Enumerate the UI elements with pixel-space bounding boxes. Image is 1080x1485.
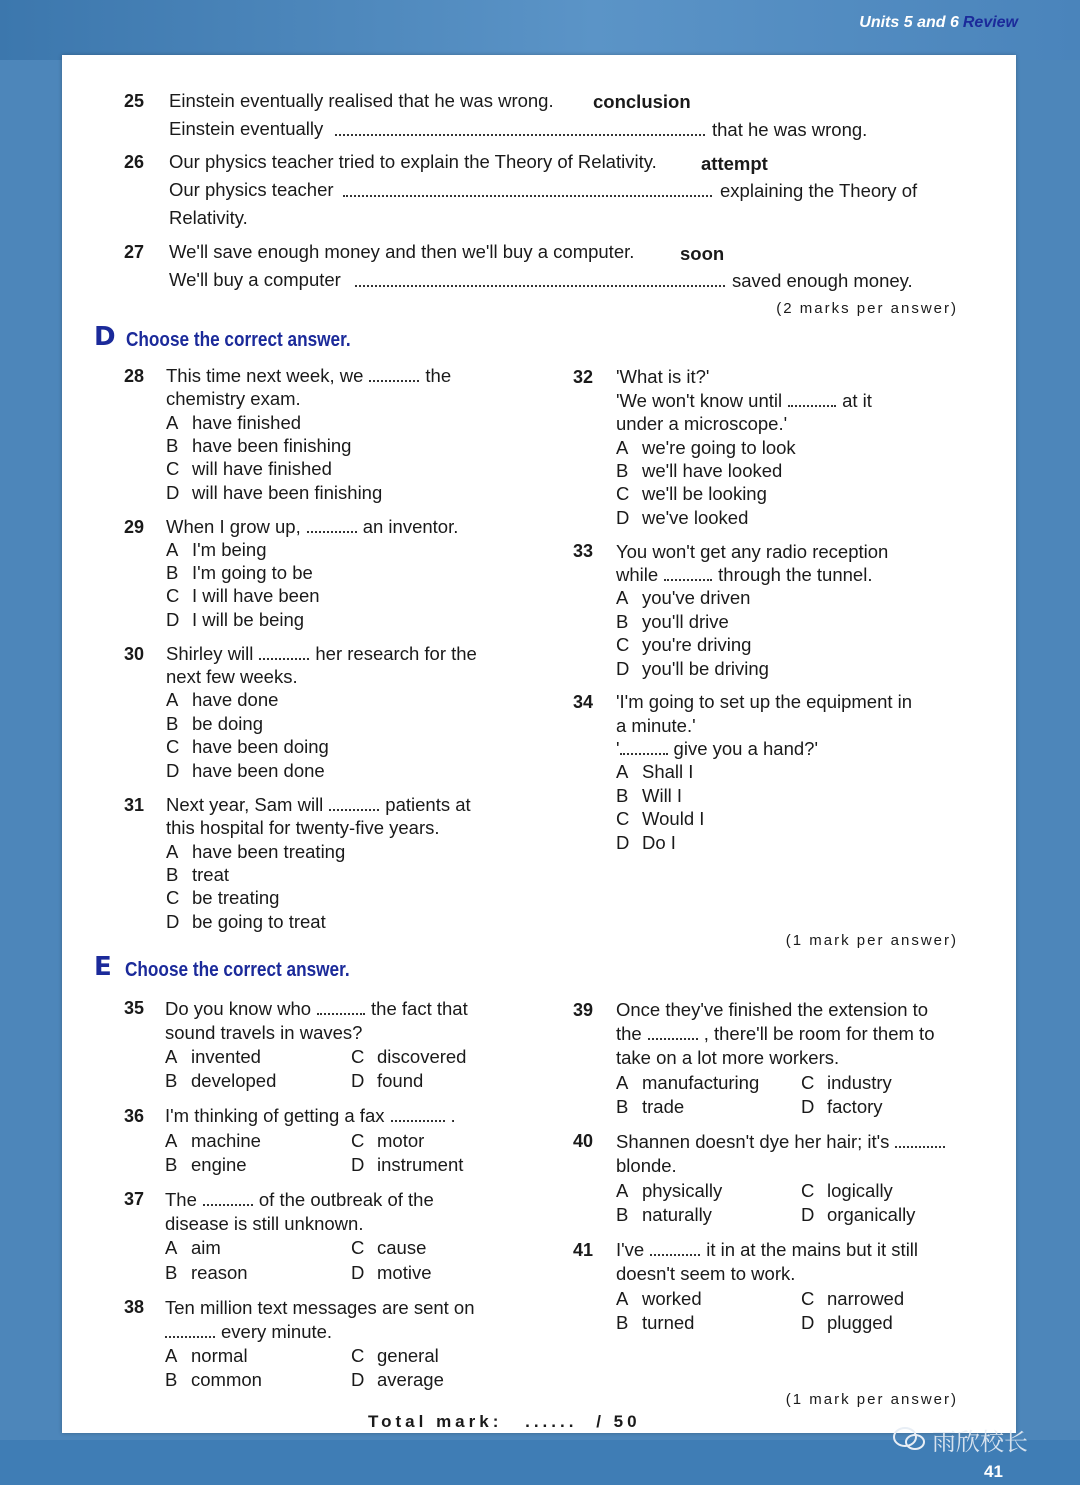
question-text-part: I'm thinking of getting a fax: [165, 1105, 385, 1126]
option[interactable]: [165, 1345, 248, 1367]
keyword: attempt: [701, 153, 768, 174]
option-text: be going to treat: [192, 911, 326, 932]
option-letter: D: [351, 1262, 365, 1283]
option-text: Will I: [642, 785, 683, 806]
question-number: 30: [124, 644, 145, 664]
question-number: 37: [124, 1189, 145, 1209]
option-text: we'll be looking: [642, 483, 767, 504]
option-letter: B: [166, 435, 179, 456]
transform-sentence: We'll save enough money and then we'll buy a computer.: [169, 241, 635, 262]
option-text: aim: [191, 1237, 221, 1258]
option-text: I'm going to be: [192, 562, 313, 583]
question-number: 32: [573, 367, 594, 387]
question-text: [166, 365, 451, 387]
question-text: [165, 998, 468, 1020]
question-text-part: every minute.: [221, 1321, 333, 1342]
option-letter: D: [616, 832, 630, 853]
page-number: 41: [984, 1462, 1003, 1481]
option[interactable]: [166, 562, 313, 584]
option-text: normal: [191, 1345, 248, 1366]
option-text: average: [377, 1369, 444, 1390]
question-text: sound travels in waves?: [165, 1022, 363, 1043]
option-text: have been doing: [192, 736, 329, 757]
question-text-part: of the outbreak of the: [258, 1189, 434, 1210]
question-text: [616, 564, 872, 586]
marks-note: (2 marks per answer): [776, 300, 958, 317]
option-letter: B: [616, 785, 629, 806]
option-text: you've driven: [642, 587, 751, 608]
option-letter: C: [801, 1180, 815, 1201]
option[interactable]: [351, 1154, 463, 1176]
question-text-part: I've: [616, 1239, 645, 1260]
option-text: instrument: [377, 1154, 464, 1175]
option-text: I'm being: [192, 539, 267, 560]
option[interactable]: [616, 785, 682, 807]
option-letter: C: [351, 1130, 365, 1151]
option-letter: A: [616, 761, 629, 782]
option-letter: C: [166, 887, 180, 908]
total-mark-out-of: / 50: [596, 1412, 641, 1431]
option-letter: B: [166, 713, 179, 734]
option-letter: C: [616, 634, 630, 655]
option-text: reason: [191, 1262, 248, 1283]
option-text: narrowed: [827, 1288, 905, 1309]
option[interactable]: [165, 1262, 248, 1284]
option-text: have been done: [192, 760, 325, 781]
option-letter: A: [165, 1345, 178, 1366]
option-letter: B: [616, 460, 629, 481]
option[interactable]: [616, 761, 693, 783]
option-letter: B: [165, 1262, 178, 1283]
option-text: you'll be driving: [642, 658, 769, 679]
answer-blank[interactable]: [788, 405, 836, 407]
option[interactable]: [166, 609, 304, 631]
option-letter: A: [165, 1237, 178, 1258]
option-letter: D: [616, 507, 630, 528]
answer-blank[interactable]: [664, 579, 712, 581]
option[interactable]: [166, 412, 301, 434]
marks-note: (1 mark per answer): [785, 1391, 958, 1408]
option-letter: D: [166, 911, 180, 932]
option-letter: A: [616, 1180, 629, 1201]
option-letter: A: [166, 841, 179, 862]
option-text: engine: [191, 1154, 247, 1175]
option-letter: C: [351, 1237, 365, 1258]
option[interactable]: [166, 689, 278, 711]
question-text-part: it in at the mains but it still: [706, 1239, 919, 1260]
option-letter: D: [351, 1070, 365, 1091]
section-title: Choose the correct answer.: [125, 959, 350, 981]
answer-blank[interactable]: [895, 1146, 945, 1148]
answer-end: that he was wrong.: [712, 119, 868, 140]
option-letter: C: [616, 483, 630, 504]
question-text: [165, 1189, 434, 1211]
question-text-part: give you a hand?': [673, 738, 818, 759]
option-letter: C: [801, 1072, 815, 1093]
option-letter: A: [166, 689, 179, 710]
question-text-part: The: [165, 1189, 197, 1210]
option-text: invented: [191, 1046, 261, 1067]
question-number: 28: [124, 366, 145, 386]
option[interactable]: [616, 460, 782, 482]
option-letter: B: [166, 562, 179, 583]
question-text-part: at it: [842, 390, 872, 411]
option-letter: B: [165, 1070, 178, 1091]
option-text: industry: [827, 1072, 892, 1093]
answer-blank[interactable]: [317, 1013, 365, 1015]
question-text: [616, 738, 818, 760]
header-units-label: Units 5 and 6: [859, 14, 959, 31]
option-letter: D: [351, 1369, 365, 1390]
option-letter: A: [616, 437, 629, 458]
answer-start: Our physics teacher: [169, 179, 334, 200]
answer-blank[interactable]: [650, 1254, 700, 1256]
option[interactable]: [166, 841, 345, 863]
answer-blank[interactable]: [335, 134, 705, 136]
question-text-part: Shirley will: [166, 643, 254, 664]
option-text: logically: [827, 1180, 893, 1201]
question-text-part: patients at: [385, 794, 471, 815]
question-number: 34: [573, 692, 594, 712]
option-text: machine: [191, 1130, 261, 1151]
option-letter: C: [351, 1345, 365, 1366]
question-text-part: the: [425, 365, 452, 386]
option[interactable]: [166, 736, 329, 758]
option-text: have been treating: [192, 841, 346, 862]
question-number: 36: [124, 1106, 145, 1126]
option-letter: B: [616, 1096, 629, 1117]
answer-blank[interactable]: [391, 1120, 445, 1122]
question-text: under a microscope.': [616, 413, 788, 434]
option[interactable]: [616, 1096, 684, 1118]
option-letter: C: [801, 1288, 815, 1309]
option[interactable]: [165, 1046, 261, 1068]
marks-note: (1 mark per answer): [785, 932, 958, 949]
wechat-icon: [892, 1426, 926, 1452]
question-text: doesn't seem to work.: [616, 1263, 796, 1284]
option-letter: A: [165, 1130, 178, 1151]
question-number: 33: [573, 541, 594, 561]
option-text: developed: [191, 1070, 277, 1091]
option-text: factory: [827, 1096, 883, 1117]
option-letter: A: [166, 539, 179, 560]
option[interactable]: [616, 507, 748, 529]
option-text: physically: [642, 1180, 723, 1201]
option-letter: C: [166, 458, 180, 479]
question-number: 29: [124, 517, 145, 537]
option[interactable]: [351, 1262, 432, 1284]
option-letter: D: [351, 1154, 365, 1175]
option-letter: D: [801, 1312, 815, 1333]
answer-continuation: Relativity.: [169, 207, 248, 228]
question-text: [165, 1105, 456, 1127]
option[interactable]: [801, 1204, 915, 1226]
option[interactable]: [801, 1312, 893, 1334]
transform-sentence: Einstein eventually realised that he was wrong.: [169, 90, 554, 111]
option[interactable]: [616, 1204, 712, 1226]
option[interactable]: [351, 1070, 423, 1092]
option-letter: B: [616, 611, 629, 632]
option-text: be doing: [192, 713, 263, 734]
option-text: general: [377, 1345, 439, 1366]
option-letter: A: [165, 1046, 178, 1067]
option[interactable]: [801, 1096, 883, 1118]
question-text: [616, 1131, 945, 1153]
question-text: Once they've finished the extension to: [616, 999, 929, 1020]
option-text: you're driving: [642, 634, 752, 655]
answer-start: We'll buy a computer: [169, 269, 341, 290]
answer-blank[interactable]: [648, 1038, 698, 1040]
option-text: Would I: [642, 808, 705, 829]
option[interactable]: [801, 1288, 904, 1310]
option[interactable]: [616, 1180, 722, 1202]
option-letter: C: [616, 808, 630, 829]
option-letter: A: [166, 412, 179, 433]
option-text: plugged: [827, 1312, 893, 1333]
option[interactable]: [165, 1070, 276, 1092]
question-number: 27: [124, 242, 145, 262]
option[interactable]: [166, 482, 382, 504]
question-number: 40: [573, 1131, 594, 1151]
option-text: I will have been: [192, 585, 320, 606]
option-text: we've looked: [642, 507, 749, 528]
option[interactable]: [166, 585, 320, 607]
question-text: [166, 794, 471, 816]
section-letter: E: [94, 952, 112, 982]
option-text: common: [191, 1369, 262, 1390]
option[interactable]: [166, 435, 351, 457]
option-text: motive: [377, 1262, 432, 1283]
option-letter: C: [166, 585, 180, 606]
question-text: next few weeks.: [166, 666, 298, 687]
question-text-part: , there'll be room for them to: [703, 1023, 935, 1044]
answer-blank[interactable]: [355, 285, 725, 287]
option-letter: B: [165, 1369, 178, 1390]
question-text: a minute.': [616, 715, 696, 736]
option-letter: A: [616, 1288, 629, 1309]
option-text: be treating: [192, 887, 280, 908]
option-text: motor: [377, 1130, 425, 1151]
option-text: we're going to look: [642, 437, 796, 458]
question-text: this hospital for twenty-five years.: [166, 817, 440, 838]
answer-blank[interactable]: [203, 1204, 253, 1206]
option-text: found: [377, 1070, 424, 1091]
transform-sentence: Our physics teacher tried to explain the Theory of Relativity.: [169, 151, 657, 172]
question-text: [166, 516, 458, 538]
option[interactable]: [166, 760, 325, 782]
total-mark: [368, 1412, 641, 1432]
question-text-part: ': [616, 738, 620, 759]
option-text: naturally: [642, 1204, 712, 1225]
option-letter: A: [616, 1072, 629, 1093]
option[interactable]: [166, 864, 229, 886]
question-number: 25: [124, 91, 145, 111]
option[interactable]: [616, 634, 751, 656]
option[interactable]: [351, 1369, 444, 1391]
answer-start: Einstein eventually: [169, 118, 324, 139]
question-text: Ten million text messages are sent on: [165, 1297, 475, 1318]
question-text-part: .: [450, 1105, 456, 1126]
option[interactable]: [166, 713, 263, 735]
option[interactable]: [616, 437, 796, 459]
option[interactable]: [166, 887, 279, 909]
option-letter: D: [166, 760, 180, 781]
section-title: Choose the correct answer.: [126, 329, 351, 351]
option-letter: D: [166, 482, 180, 503]
option[interactable]: [616, 808, 704, 830]
option[interactable]: [616, 1312, 694, 1334]
option[interactable]: [165, 1369, 262, 1391]
question-text: blonde.: [616, 1155, 677, 1176]
option[interactable]: [165, 1237, 221, 1259]
question-text-part: 'We won't know until: [616, 390, 783, 411]
option-text: turned: [642, 1312, 695, 1333]
answer-blank[interactable]: [620, 753, 668, 755]
option-text: we'll have looked: [642, 460, 783, 481]
option-letter: C: [351, 1046, 365, 1067]
option[interactable]: [165, 1154, 247, 1176]
question-number: 39: [573, 1000, 594, 1020]
answer-blank[interactable]: [259, 658, 309, 660]
answer-end: explaining the Theory of: [720, 180, 918, 201]
option-text: discovered: [377, 1046, 467, 1067]
option[interactable]: [801, 1072, 892, 1094]
question-text: 'I'm going to set up the equipment in: [616, 691, 913, 712]
question-text-part: the: [616, 1023, 642, 1044]
keyword: soon: [680, 243, 725, 264]
section-letter: D: [94, 322, 116, 352]
option-letter: D: [166, 609, 180, 630]
keyword: conclusion: [593, 91, 691, 112]
page: [62, 55, 1016, 1433]
option[interactable]: [616, 1288, 702, 1310]
question-text-part: while: [616, 564, 659, 585]
option[interactable]: [165, 1130, 261, 1152]
question-text: take on a lot more workers.: [616, 1047, 840, 1068]
option[interactable]: [616, 587, 750, 609]
option[interactable]: [166, 539, 267, 561]
question-number: 38: [124, 1297, 145, 1317]
question-text-part: Shannen doesn't dye her hair; it's: [616, 1131, 890, 1152]
total-mark-label: Total mark:: [368, 1412, 503, 1431]
question-text: You won't get any radio reception: [616, 541, 889, 562]
option[interactable]: [616, 658, 769, 680]
answer-blank[interactable]: [165, 1336, 215, 1338]
question-text-part: an inventor.: [362, 516, 459, 537]
question-text-part: her research for the: [315, 643, 477, 664]
option-letter: D: [616, 658, 630, 679]
option[interactable]: [616, 1072, 759, 1094]
answer-end: saved enough money.: [732, 270, 913, 291]
question-number: 26: [124, 152, 145, 172]
option[interactable]: [166, 911, 326, 933]
option[interactable]: [351, 1130, 424, 1152]
answer-blank[interactable]: [307, 531, 357, 533]
question-text: chemistry exam.: [166, 388, 301, 409]
question-text: [616, 1023, 935, 1045]
option-letter: D: [801, 1204, 815, 1225]
option[interactable]: [351, 1237, 426, 1259]
option[interactable]: [801, 1180, 893, 1202]
option-text: organically: [827, 1204, 916, 1225]
question-text: disease is still unknown.: [165, 1213, 364, 1234]
option[interactable]: [616, 832, 676, 854]
question-number: 31: [124, 795, 145, 815]
option-text: will have been finishing: [192, 482, 383, 503]
option[interactable]: [351, 1046, 466, 1068]
question-text-part: Do you know who: [165, 998, 312, 1019]
option-text: Do I: [642, 832, 676, 853]
option-text: you'll drive: [642, 611, 729, 632]
answer-blank[interactable]: [329, 809, 379, 811]
option-text: have finished: [192, 412, 302, 433]
option-letter: B: [165, 1154, 178, 1175]
watermark: 雨欣校长: [932, 1429, 1028, 1456]
question-text: [165, 1321, 332, 1343]
option-letter: C: [166, 736, 180, 757]
question-text-part: This time next week, we: [166, 365, 364, 386]
option-letter: A: [616, 587, 629, 608]
header-review-label: Review: [962, 14, 1018, 31]
answer-blank[interactable]: [343, 195, 712, 197]
option-text: have done: [192, 689, 279, 710]
answer-blank[interactable]: [369, 380, 419, 382]
option[interactable]: [351, 1345, 439, 1367]
option-text: have been finishing: [192, 435, 352, 456]
question-text-part: When I grow up,: [166, 516, 301, 537]
question-text: [616, 390, 872, 412]
question-text-part: Next year, Sam will: [166, 794, 324, 815]
option-text: manufacturing: [642, 1072, 760, 1093]
total-mark-blank[interactable]: ......: [525, 1412, 578, 1431]
option[interactable]: [166, 458, 332, 480]
option-text: worked: [642, 1288, 702, 1309]
question-number: 41: [573, 1240, 594, 1260]
question-text-part: through the tunnel.: [718, 564, 873, 585]
option-text: will have finished: [192, 458, 332, 479]
question-text-part: the fact that: [371, 998, 468, 1019]
question-text: [616, 1239, 918, 1261]
option[interactable]: [616, 483, 767, 505]
question-text: 'What is it?': [616, 366, 710, 387]
question-text: [166, 643, 477, 665]
option-text: trade: [642, 1096, 685, 1117]
option-text: cause: [377, 1237, 427, 1258]
option-letter: B: [166, 864, 179, 885]
option-letter: D: [801, 1096, 815, 1117]
question-number: 35: [124, 998, 145, 1018]
option-text: I will be being: [192, 609, 305, 630]
option-text: Shall I: [642, 761, 694, 782]
option-letter: B: [616, 1204, 629, 1225]
running-header: [859, 14, 1018, 32]
option-text: treat: [192, 864, 230, 885]
option[interactable]: [616, 611, 729, 633]
option-letter: B: [616, 1312, 629, 1333]
